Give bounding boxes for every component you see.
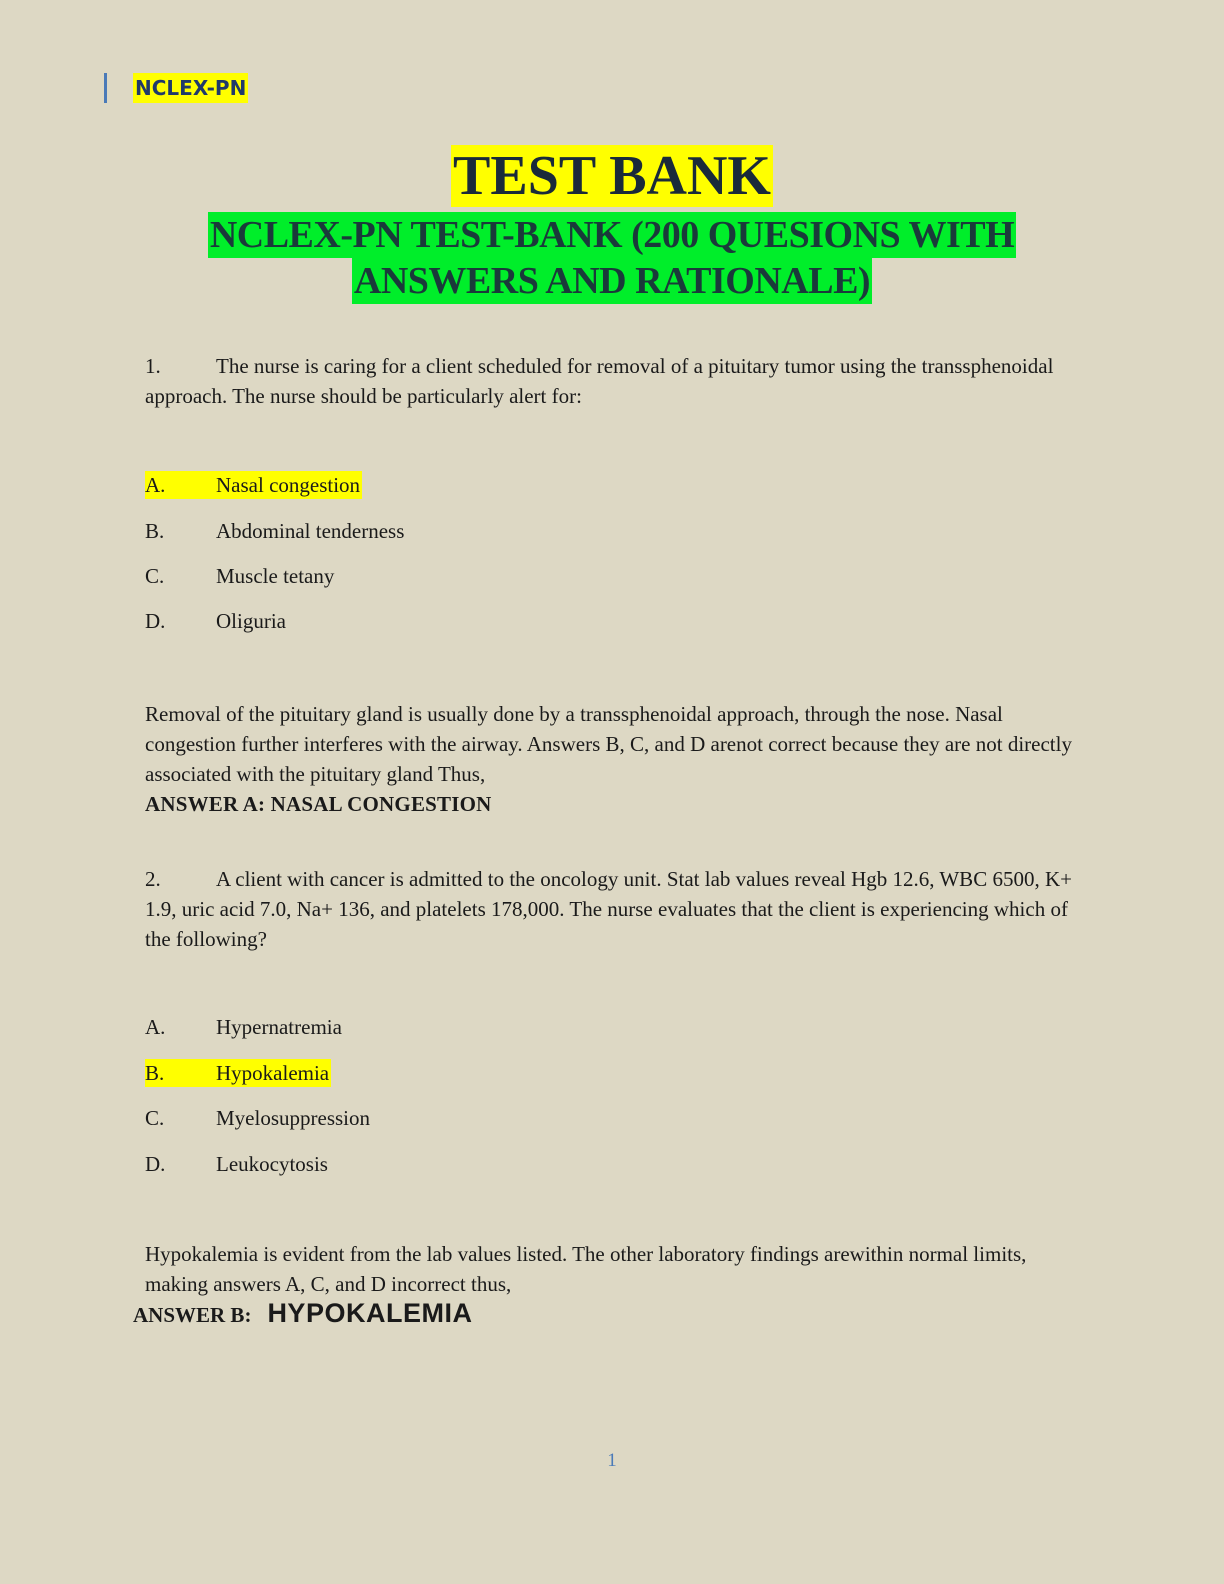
question-1-option-d xyxy=(145,607,286,635)
rationale-text: Removal of the pituitary gland is usually done by a transsphenoidal approach, through the nose. Nasal congestion further interferes with the airway. Answers B, C, and D arenot correct because they are not directly associated with the pituitary gland Thus, xyxy=(145,702,1072,786)
document-subtitle xyxy=(0,212,1224,304)
header-accent-bar xyxy=(104,73,107,103)
question-2-answer xyxy=(133,1298,472,1329)
option-letter: B. xyxy=(145,1061,165,1085)
option-text: Muscle tetany xyxy=(216,564,335,588)
question-1-option-a xyxy=(145,471,362,499)
question-2-option-b xyxy=(145,1059,331,1087)
answer-prefix: ANSWER B: xyxy=(133,1303,252,1327)
question-2-rationale xyxy=(145,1239,1080,1299)
option-letter: D. xyxy=(145,609,166,633)
title-text: TEST BANK xyxy=(453,145,771,207)
question-1-option-c xyxy=(145,562,334,590)
question-2-option-d xyxy=(145,1150,328,1178)
question-1-answer: ANSWER A: NASAL CONGESTION xyxy=(145,792,492,816)
question-2-option-a xyxy=(145,1013,342,1041)
option-text: Hypernatremia xyxy=(216,1015,342,1039)
subtitle-line-1: NCLEX-PN TEST-BANK (200 QUESIONS WITH xyxy=(209,214,1015,256)
option-letter: B. xyxy=(145,519,165,543)
option-text: Hypokalemia xyxy=(216,1061,330,1085)
option-text: Nasal congestion xyxy=(216,473,361,497)
question-2 xyxy=(145,864,1080,954)
question-2-option-c xyxy=(145,1104,370,1132)
header-label: NCLEX-PN xyxy=(133,73,248,103)
option-text: Oliguria xyxy=(216,609,286,633)
option-letter: A. xyxy=(145,1015,166,1039)
question-1 xyxy=(145,351,1080,411)
option-text: Abdominal tenderness xyxy=(216,519,405,543)
option-letter: A. xyxy=(145,473,166,497)
question-2-text: A client with cancer is admitted to the oncology unit. Stat lab values reveal Hgb 12.6, WBC 6500, K+ 1.9, uric acid 7.0, Na+ 136, and platelets 178,000. The nurse evaluates that the client is experiencing which of the following? xyxy=(145,867,1072,951)
question-1-number: 1. xyxy=(145,354,161,378)
question-2-stem xyxy=(145,864,1080,954)
question-1-option-b xyxy=(145,517,404,545)
running-header xyxy=(104,72,248,104)
option-letter: C. xyxy=(145,564,165,588)
question-1-rationale xyxy=(145,699,1080,819)
option-letter: D. xyxy=(145,1152,166,1176)
question-2-number: 2. xyxy=(145,867,161,891)
subtitle-line-2: ANSWERS AND RATIONALE) xyxy=(353,260,871,302)
question-1-text: The nurse is caring for a client scheduled for removal of a pituitary tumor using the transsphenoidal approach. The nurse should be particularly alert for: xyxy=(145,354,1054,408)
document-title xyxy=(0,144,1224,208)
rationale-text: Hypokalemia is evident from the lab values listed. The other laboratory findings arewithin normal limits, making answers A, C, and D incorrect thus, xyxy=(145,1242,1027,1296)
page-number: 1 xyxy=(607,1450,617,1471)
option-text: Leukocytosis xyxy=(216,1152,328,1176)
option-text: Myelosuppression xyxy=(216,1106,370,1130)
option-letter: C. xyxy=(145,1106,165,1130)
question-1-stem xyxy=(145,351,1080,411)
answer-value: HYPOKALEMIA xyxy=(267,1298,473,1328)
